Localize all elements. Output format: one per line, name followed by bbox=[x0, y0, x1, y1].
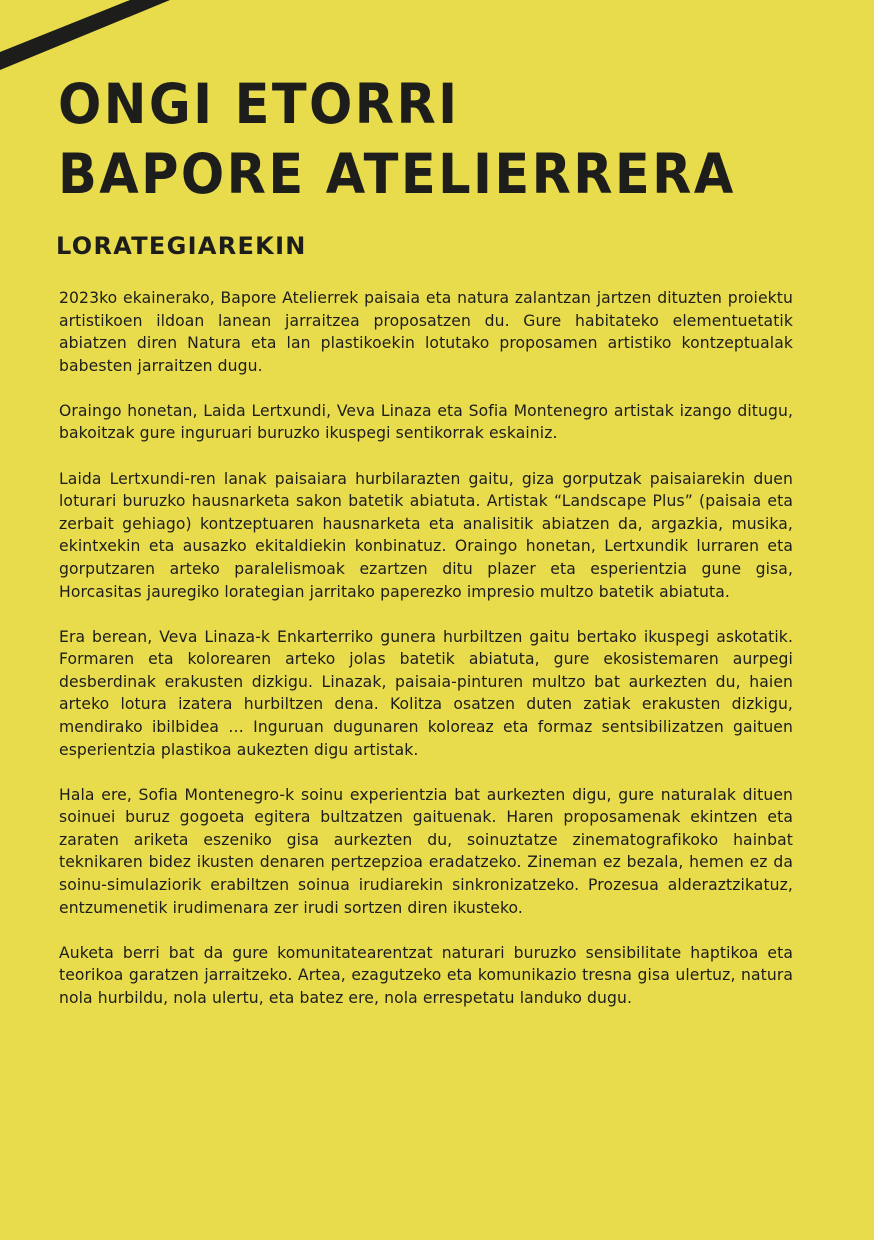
paragraph-closing: Auketa berri bat da gure komunitatearentzat naturari buruzko sensibilitate haptikoa eta teorikoa garatzen jarraitzeko. Artea, ezagutzeko eta komunikazio tresna gisa ulertuz, natura nola hurbildu, nola ulertu, eta batez ere, nola errespetatu landuko dugu. bbox=[59, 943, 793, 1007]
paragraph-intro: 2023ko ekainerako, Bapore Atelierrek paisaia eta natura zalantzan jartzen dituzten proiektu artistikoen ildoan lanean jarraitzea proposatzen du. Gure habitateko elementuetatik abiatzen diren Natura eta lan plastikoekin lotutako proposamen artistiko kontzeptualak babesten jarraitzen dugu. bbox=[59, 289, 793, 375]
body-text bbox=[59, 287, 793, 1032]
paragraph-artists: Oraingo honetan, Laida Lertxundi, Veva Linaza eta Sofia Montenegro artistak izango ditugu, bakoitzak gure inguruari buruzko ikuspegi sentikorrak eskainiz. bbox=[59, 401, 793, 443]
paragraph-linaza: Era berean, Veva Linaza-k Enkarterriko gunera hurbiltzen gaitu bertako ikuspegi askotatik. Formaren eta kolorearen arteko jolas batetik abiatuta, gure ekosistemaren aurpegi desberdinak erakusten dizkigu. Linazak, paisaia-pinturen multzo bat aurkezten du, haien arteko lotura izatera hurbiltzen dena. Kolitza osatzen duten zatiak erakusten dizkigu, mendirako ibilbidea … Inguruan dugunaren koloreaz eta formaz sentsibilizatzen gaituen esperientzia plastikoa aukezten digu artistak. bbox=[59, 627, 793, 759]
paragraph-montenegro: Hala ere, Sofia Montenegro-k soinu experientzia bat aurkezten digu, gure naturalak dituen soinuei buruz gogoeta egitera bultzatzen gaituenak. Haren proposamenak ekintzen eta zaraten ariketa eszeniko gisa aurkezten du, soinuztatze zinematografikoko hainbat teknikaren bidez ikusten denaren pertzepzioa eradatzeko. Zineman ez bezala, hemen ez da soinu-simulaziorik erabiltzen soinua irudiarekin sinkronizatzeko. Prozesua alderaztzikatuz, entzumenetik irudimenara zer irudi sortzen diren ikusteko. bbox=[59, 785, 793, 917]
title-line-2: BAPORE ATELIERRERA bbox=[58, 143, 736, 208]
title-line-1: ONGI ETORRI bbox=[58, 73, 460, 137]
paragraph-lertxundi: Laida Lertxundi-ren lanak paisaiara hurbilarazten gaitu, giza gorputzak paisaiarekin duen loturari buruzko hausnarketa sakon batetik abiatuta. Artistak “Landscape Plus” (paisaia eta zerbait gehiago) kontzeptuaren hausnarketa eta analisitik abiatzen da, argazkia, musika, ekintxekin eta ausazko ekitaldiekin konbinatuz. Oraingo honetan, Lertxundik lurraren eta gorputzaren arteko paralelismoak ezartzen ditu plazer eta esperientzia gune gisa, Horcasitas jauregiko lorategian jarritako paperezko impresio multzo batetik abiatuta. bbox=[59, 469, 793, 601]
page-title bbox=[58, 70, 858, 210]
page-subtitle: LORATEGIAREKIN bbox=[56, 232, 307, 260]
diagonal-black-stripe bbox=[0, 0, 170, 70]
